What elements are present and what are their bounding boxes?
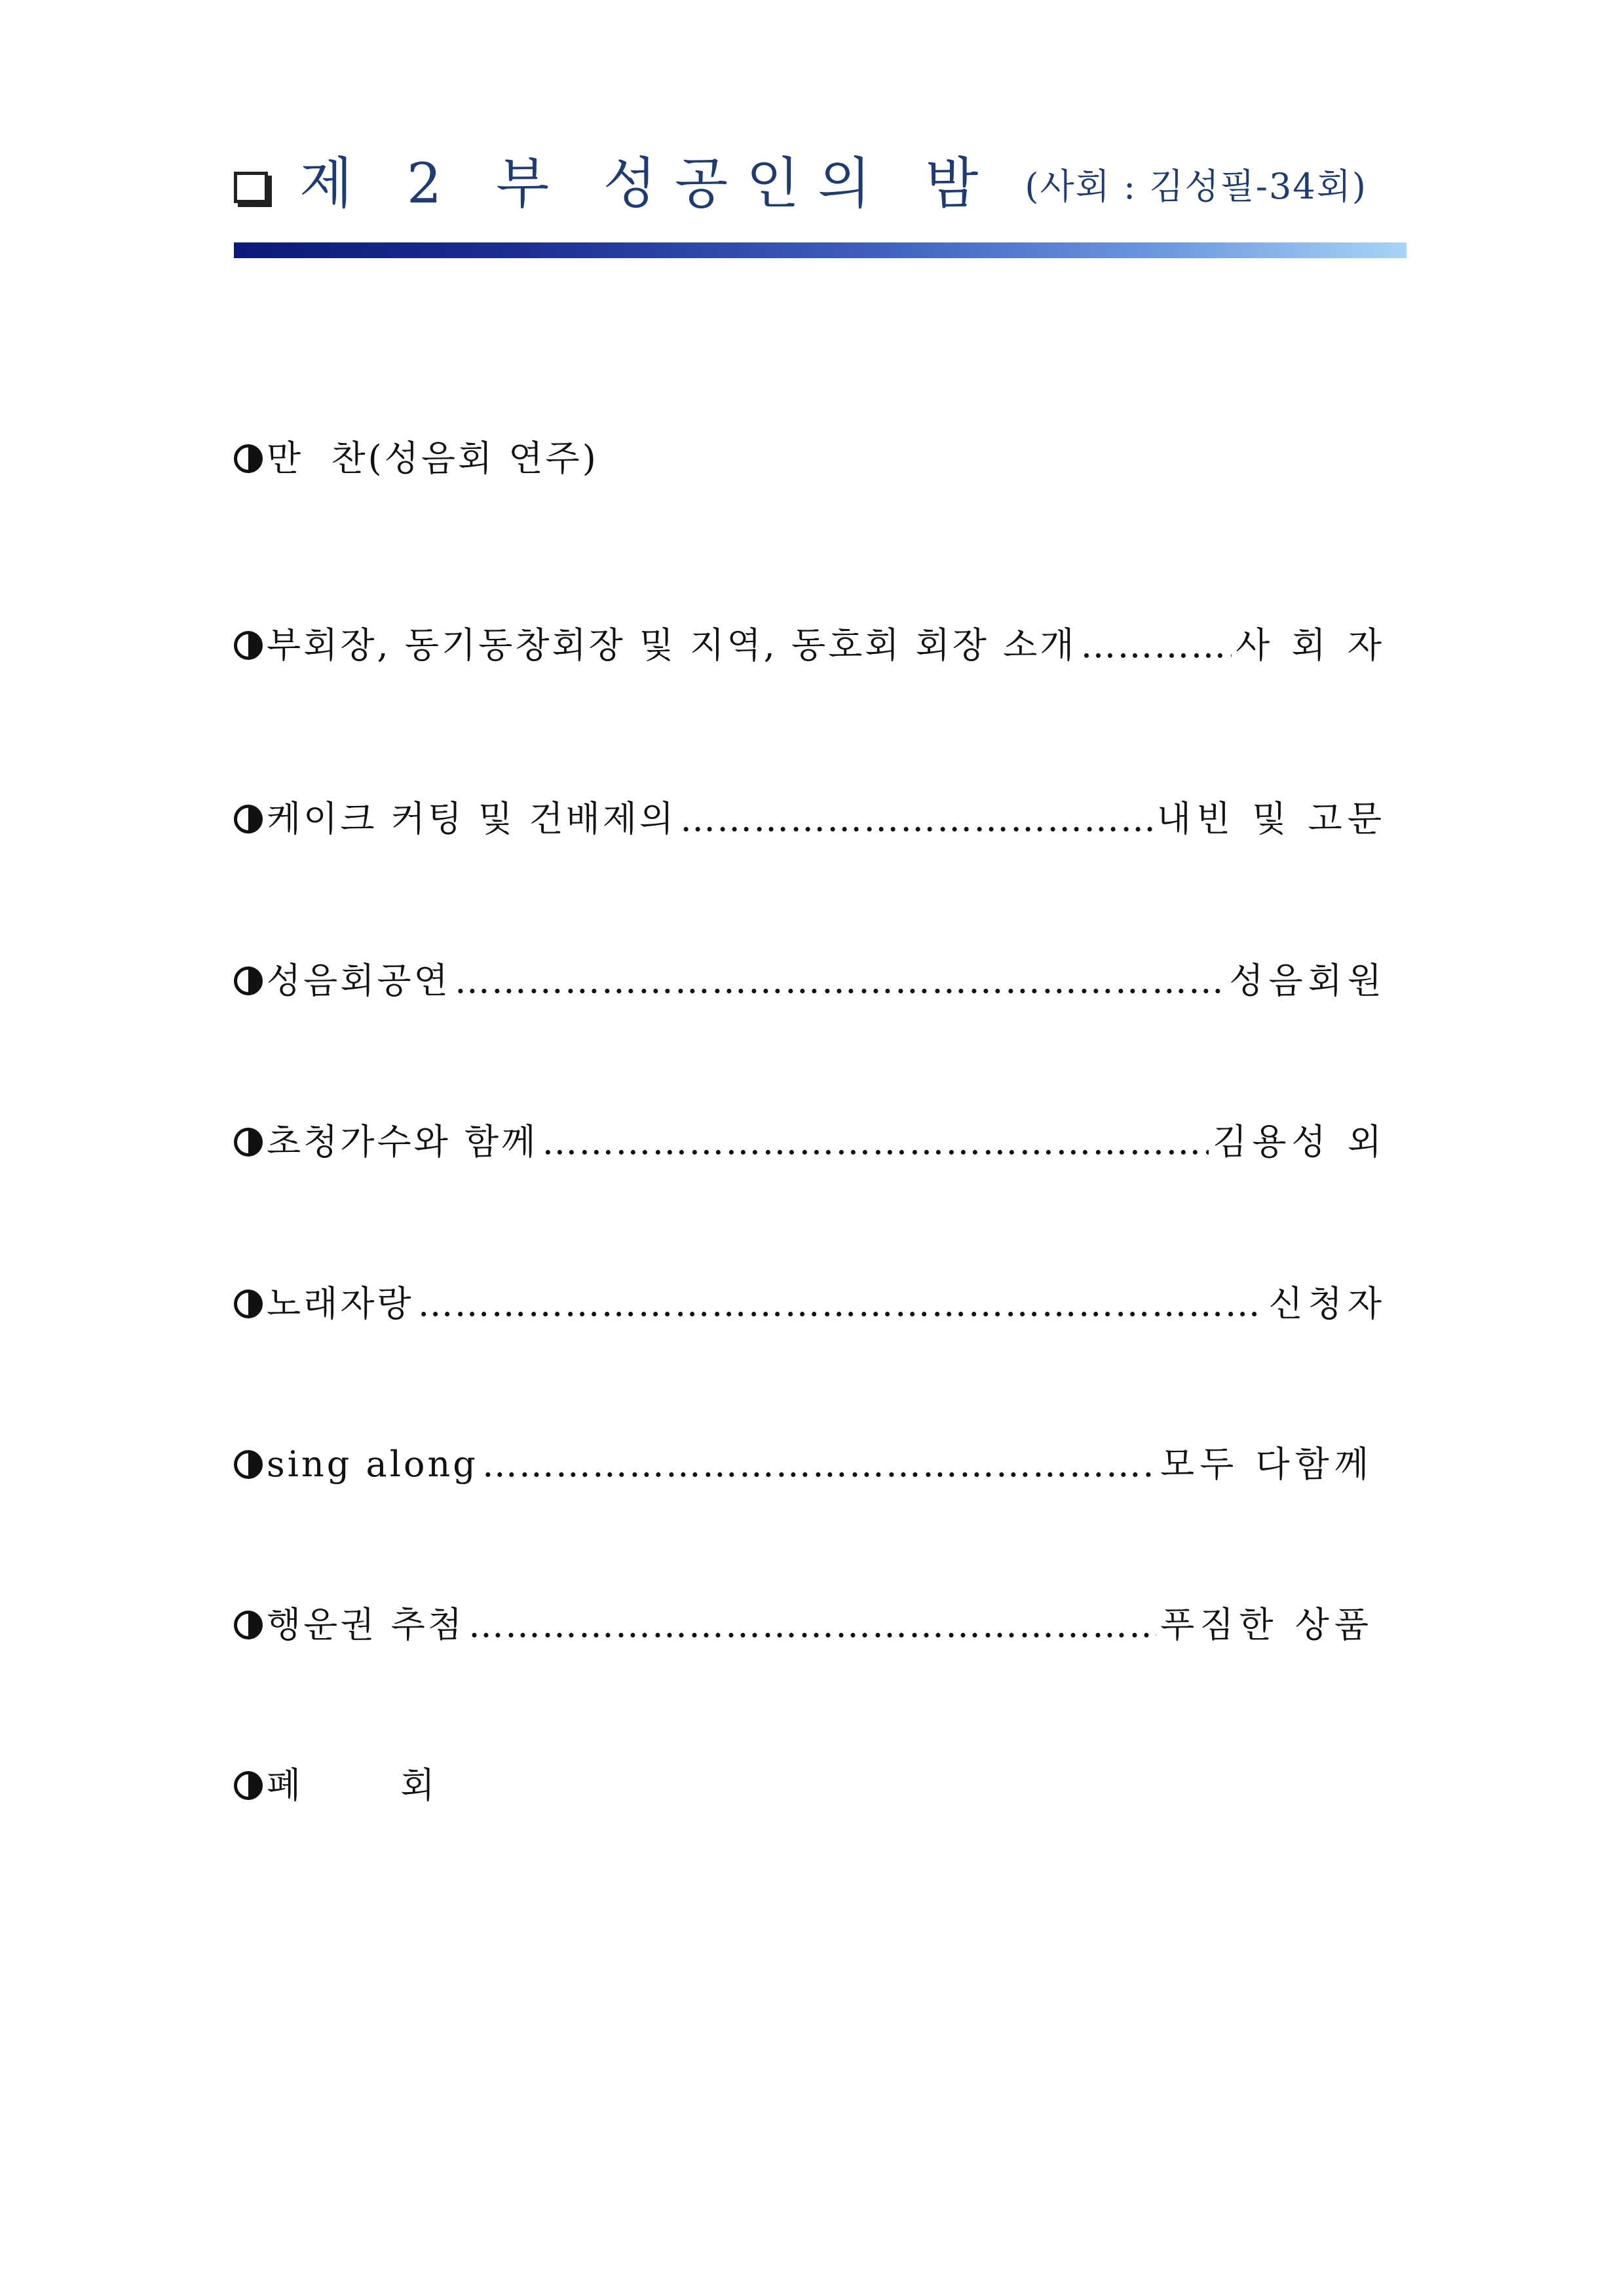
program-item-label: 성음회공연 <box>267 960 451 1001</box>
program-item-label: 노래자랑 <box>267 1283 414 1324</box>
half-circle-bullet-icon <box>234 444 263 473</box>
program-item <box>234 622 1387 668</box>
checkbox-square-icon <box>234 172 268 203</box>
dot-leader <box>482 1442 1156 1487</box>
program-item-label: 만 찬(성음회 연주) <box>267 438 599 479</box>
program-item-label: sing along <box>267 1444 478 1485</box>
program-item-presenter: 성음회원 <box>1229 960 1387 1001</box>
program-item <box>234 436 1387 482</box>
half-circle-bullet-icon <box>234 1128 263 1157</box>
gradient-divider <box>234 242 1407 258</box>
program-item-label: 초청가수와 함께 <box>267 1121 538 1162</box>
program-item <box>234 1281 1387 1327</box>
half-circle-bullet-icon <box>234 1290 263 1318</box>
half-circle-bullet-icon <box>234 631 263 660</box>
dot-leader <box>680 796 1153 842</box>
program-item-presenter: 내빈 및 고문 <box>1156 798 1387 839</box>
program-item-label: 행운권 추첨 <box>267 1604 464 1645</box>
half-circle-bullet-icon <box>234 805 263 833</box>
program-item-presenter: 모두 다함께 <box>1160 1444 1374 1485</box>
half-circle-bullet-icon <box>234 966 263 995</box>
half-circle-bullet-icon <box>234 1611 263 1639</box>
program-item-presenter: 사 회 자 <box>1236 624 1387 666</box>
dot-leader <box>1080 622 1232 668</box>
program-item-label: 부회장, 동기동창회장 및 지역, 동호회 회장 소개 <box>267 624 1077 666</box>
dot-leader <box>468 1602 1156 1648</box>
page-header <box>234 138 1407 216</box>
program-item-label: 폐 회 <box>267 1765 438 1806</box>
program-item-presenter: 김용성 외 <box>1213 1121 1387 1162</box>
dot-leader <box>455 958 1226 1004</box>
program-item <box>234 1602 1387 1648</box>
dot-leader <box>542 1119 1209 1165</box>
program-item <box>234 1442 1387 1487</box>
half-circle-bullet-icon <box>234 1771 263 1800</box>
program-item <box>234 1763 1387 1808</box>
program-item-presenter: 푸짐한 상품 <box>1160 1604 1374 1645</box>
host-info: (사회 : 김성필-34회) <box>1025 166 1367 207</box>
dot-leader <box>418 1281 1265 1327</box>
program-item-presenter: 신청자 <box>1268 1283 1387 1324</box>
program-item <box>234 958 1387 1004</box>
program-item-label: 케이크 커팅 및 건배제의 <box>267 798 677 839</box>
program-item <box>234 1119 1387 1165</box>
half-circle-bullet-icon <box>234 1450 263 1479</box>
page-title: 제 2 부 성공인의 밤 <box>299 151 997 216</box>
program-item <box>234 796 1387 842</box>
